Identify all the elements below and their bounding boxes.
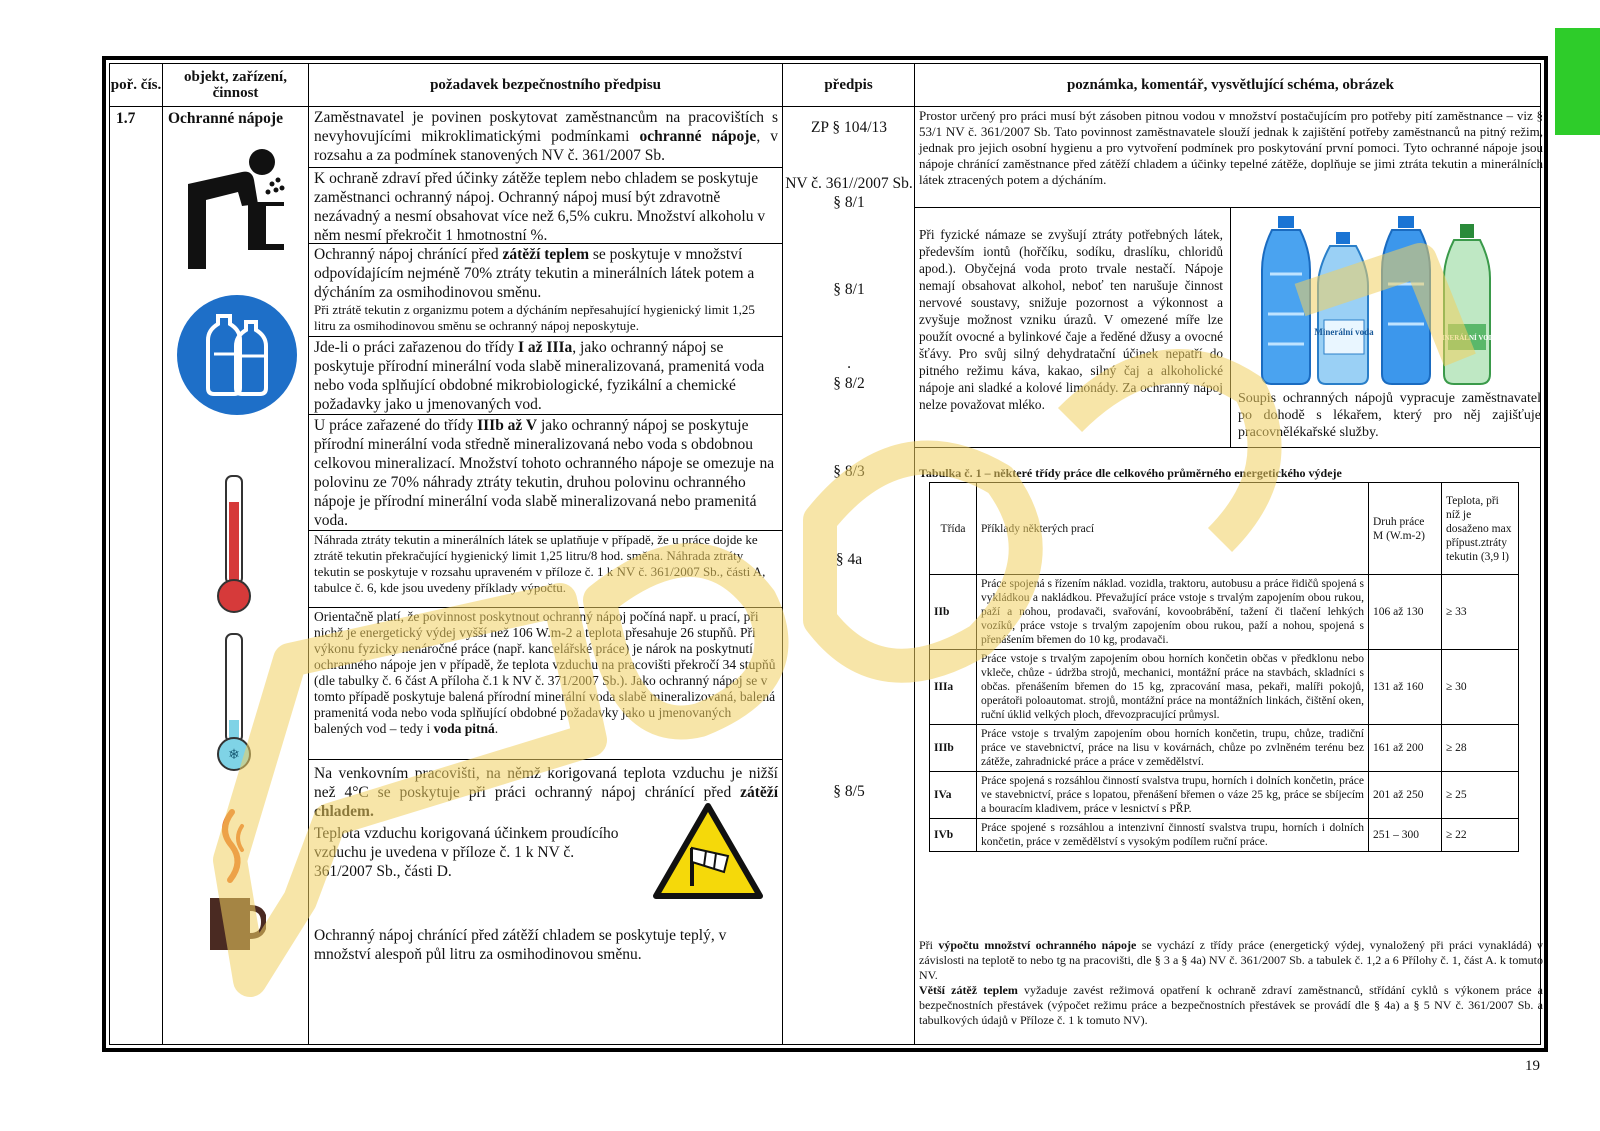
note-intro: Prostor určený pro práci musí být zásoben pitnou vodou v množství postačujícím pro potřeby pití zaměstnance – viz § 53/1 NV č. 361/2007 Sb. Tato povinnost zaměstnavatele slouží jednak k zajištění potřeby zaměstnanců na pitný režim, jednak pro jejich osobní hygienu a pro vytvoření podmínek pro poskytování první pomoci. Tyto ochranné nápoje jsou nápoje chránící zaměstnance před zátěží chladem a účinky tepelné zátěže, doplňuje se jimi ztráta tekutin a minerálních látek ztracených potem a dýcháním.	[919, 108, 1543, 187]
water-bottles-image	[1258, 214, 1518, 389]
table-row: IIIb Práce vstoje s trvalým zapojením obou horních končetin, trupu, chůze, tradiční práce ve stavebnictví, práce na lisu v kovárnách, chůze po zvlněném terénu bez zátěže, zahradnické práce a práce v zemědělství. 161 až 200 ≥ 28	[930, 725, 1519, 772]
header-object: objekt, zařízení, činnost	[184, 69, 287, 101]
regulation-8-5: § 8/5	[833, 783, 865, 800]
table-row: IIb Práce spojená s řízením náklad. vozidla, traktoru, autobusu a práce řidičů spojená s vykládkou a nakládkou. Převažující práce vstoje s trvalým zapojením obou rukou, paží a nohou, prodavači, svařování, kovoobrábění, tažení či tlačení lehkých vozíků, práce vstoje s trvalým zapojením obou rukou, paží a nohou, spojená s přenášením břemen do 10 kg, prodavači. 106 až 130 ≥ 33	[930, 575, 1519, 650]
regulation-zp: ZP § 104/13	[810, 119, 888, 136]
hot-drink-mug-icon	[206, 804, 266, 954]
note-caption: Soupis ochranných nápojů vypracuje zaměstnavatel po dohodě s lékařem, který pro něj zajišťuje pracovnělékařské služby.	[1238, 391, 1541, 440]
table-header-examples: Příklady některých prací	[977, 483, 1369, 575]
requirement-3-note: Při ztrátě tekutin z organizmu potem a dýcháním nepřesahující hygienický limit 1,25 litru za osmihodinovou směnu se ochranný nápoj neposkytuje.	[314, 302, 755, 333]
requirement-8-last: Ochranný nápoj chránící před zátěží chladem se poskytuje teplý, v množství alespoň půl litru za osmihodinovou směnu.	[314, 927, 727, 963]
requirement-3: Ochranný nápoj chránící před zátěží teplem se poskytuje v množství odpovídajícím nejméně 70% ztráty tekutin a minerálních látek potem a dýcháním za osmihodinovou směnu. Při ztrátě tekutin z organizmu potem a dýcháním nepřesahující hygienický limit 1,25 litru za osmihodinovou směnu se ochranný nápoj neposkytuje.	[314, 245, 778, 334]
header-number: poř. čís.	[110, 77, 162, 93]
svg-text:❄: ❄	[228, 748, 240, 763]
requirement-4: Jde-li o práci zařazenou do třídy I až IIIa, jako ochranný nápoj se poskytuje přírodní minerální voda slabě mineralizovaná, pramenitá voda nebo voda splňující obdobné mikrobiologické, fyzikální a chemické požadavky jako u jmenovaných vod.	[314, 339, 765, 413]
page-number: 19	[1525, 1058, 1540, 1074]
table-inner	[109, 63, 1541, 1045]
wind-warning-sign-icon	[652, 802, 764, 900]
note-physical: Při fyzické námaze se zvyšují ztráty potřebných látek, především iontů (hořčíku, sodíku, draslíku, chloridů apod.). Obyčejná voda proto trvale nestačí. Nápoje nemají obsahovat alkohol, neboť ten narušuje činnost nervové soustavy, snižuje pozornost a výkonnost a zvyšuje možnost vzniku úrazů. V omezené míře lze použít ovocné a bylinkové čaje a ředěné džusy a ovocné šťávy. Pro svůj silný dehydratační účinek nepatří do pitného režimu káva, kakao, silný čaj a alkoholické nápoje ani sladké a kolové limonády. Za ochranný nápoj nelze považovat mléko.	[919, 227, 1223, 412]
document-table	[102, 56, 1548, 1052]
bottled-water-sign-icon	[176, 294, 298, 416]
requirement-8-wind-note: Teplota vzduchu korigovaná účinkem proudícího vzduchu je uvedena v příloze č. 1 k NV č. 361/2007 Sb., části D.	[314, 825, 619, 880]
regulation-8-1: § 8/1	[833, 281, 865, 298]
note-footer: Při výpočtu množství ochranného nápoje se vychází z třídy práce (energetický výdej, vynaložený při práci vynakládá) v závislosti na teplotě to nebo tg na pracovišti, dle § 3 a § 4a) NV č. 361/2007 Sb. a tabulek č. 1,2 a 6 Přílohy č. 1, část A. k tomuto NV. Větší zátěž teplem vyžaduje zavést režimová opatření k ochraně zdraví zaměstnanců, střídání cyklů s výkonem práce a bezpečnostních přestávek (výpočet režimu práce a bezpečnostních přestávek se provádí dle § 4a) a § 5 NV č. 361/2007 Sb. a tabulkových údajů v Příloze č. 1 k tomuto NV).	[919, 938, 1543, 1027]
bottle-label-1: Minerální voda	[1314, 327, 1374, 337]
table-row: IVa Práce spojená s rozsáhlou činností svalstva trupu, horních i dolních končetin, práce ve stavebnictví, práce s lopatou, přenášení břemen o váze 25 kg, práce se sbíjecím a bouracím kladivem, práce v lesnictví s PŘP. 201 až 250 ≥ 25	[930, 772, 1519, 819]
regulation-8-2: § 8/2	[833, 375, 865, 392]
cold-thermometer-icon	[216, 632, 252, 774]
header-regulation: předpis	[824, 77, 873, 93]
work-class-table	[929, 482, 1519, 852]
requirement-5: U práce zařazené do třídy IIIb až V jako ochranný nápoj se poskytuje přírodní minerální voda středně mineralizovaná nebo voda s obdobnou celkovou mineralizací. Množství tohoto ochranného nápoje se omezuje na polovinu ze 70% náhrady ztráty tekutin, druhou polovinu ochranného nápoje je přírodní minerální voda slabě mineralizovaná nebo pramenitá voda.	[314, 417, 775, 529]
regulation-4a: § 4a	[835, 551, 863, 568]
header-note: poznámka, komentář, vysvětlující schéma, obrázek	[1066, 77, 1395, 93]
hot-thermometer-icon	[216, 474, 252, 616]
requirement-8: Na venkovním pracovišti, na němž korigovaná teplota vzduchu je nižší než 4°C se poskytuje při práci ochranný nápoj chránící před zátěží chladem.	[314, 765, 778, 820]
page-edge-tab	[1555, 28, 1600, 135]
regulation-dot: .	[847, 355, 851, 372]
requirement-6: Náhrada ztráty tekutin a minerálních látek se uplatňuje v případě, že u práce dojde ke ztrátě tekutin překračující hygienický limit 1,25 litru/8 hod. směna. Náhrada ztráty tekutin se poskytuje v rozsahu upraveném v příloze č. 1 k NV č. 361/2007 Sb., části A, tabulce č. 6, kde jsou uvedeny příklady výpočtu.	[314, 532, 766, 595]
drinking-fountain-icon	[180, 144, 290, 279]
row-number: 1.7	[116, 110, 136, 127]
table-header-m: Druh práce M (W.m-2)	[1369, 483, 1442, 575]
bottle-label-2: MINERÁLNÍ VODA	[1435, 334, 1499, 342]
table-row: IIIa Práce vstoje s trvalým zapojením obou horních končetin občas v předklonu nebo vkleče, chůze - údržba strojů, mechanici, montážní práce na stavbách, skladníci s občas. přenášením břemen do 15 kg, zpracování masa, pekaři, malíři pokojů, operátoři poloautomat. strojů, montážní práce na montážních linkách, čištění oken, ruční úklid velkých ploch, dřevozpracující průmysl. 131 až 160 ≥ 30	[930, 650, 1519, 725]
requirement-1: Zaměstnavatel je povinen poskytovat zaměstnancům na pracovištích s nevyhovujícími mikroklimatickými podmínkami ochranné nápoje, v rozsahu a za podmínek stanovených NV č. 361/2007 Sb.	[314, 109, 779, 164]
requirement-7: Orientačně platí, že povinnost poskytnout ochranný nápoj počíná např. u prací, při nichž je energetický výdej vyšší než 106 W.m-2 a teplota přesahuje 26 stupňů. Při výkonu fyzicky nenáročné práce (např. kancelářské práce) je nárok na poskytnutí ochranného nápoje jen v případě, že teplota vzduchu na pracovišti překročí 34 stupňů (dle tabulky č. 6 část A příloha č.1 k NV č. 371/2007 Sb.). Jako ochranný nápoj se v tomto případě poskytuje balená přírodní minerální voda slabě mineralizovaná, balená pramenitá voda nebo voda splňující obdobné požadavky jako u jmenovaných balených vod – tedy i voda pitná.	[314, 609, 776, 736]
table-header-temp: Teplota, při níž je dosaženo max přípust.ztráty tekutin (3,9 l)	[1442, 483, 1519, 575]
requirement-2: K ochraně zdraví před účinky zátěže teplem nebo chladem se poskytuje zaměstnanci ochranný nápoj. Ochranný nápoj musí být zdravotně nezávadný a nesmí obsahovat více než 6,5% cukru. Množství alkoholu v něm nesmí překročit 1 hmotnostní %.	[314, 170, 766, 244]
table-row: IVb Práce spojené s rozsáhlou a intenzivní činností svalstva trupu, horních i dolních končetin, práce v zemědělství s vysokým podílem ruční práce. 251 – 300 ≥ 22	[930, 819, 1519, 852]
regulation-8-3: § 8/3	[833, 463, 865, 480]
table-title: Tabulka č. 1 – některé třídy práce dle celkového průměrného energetického výdeje	[919, 466, 1342, 480]
header-requirement: požadavek bezpečnostního předpisu	[430, 77, 661, 93]
table-header-class: Třída	[930, 483, 977, 575]
regulation-nv-8-1: NV č. 361//2007 Sb. § 8/1	[785, 175, 913, 211]
row-object: Ochranné nápoje	[168, 110, 283, 127]
